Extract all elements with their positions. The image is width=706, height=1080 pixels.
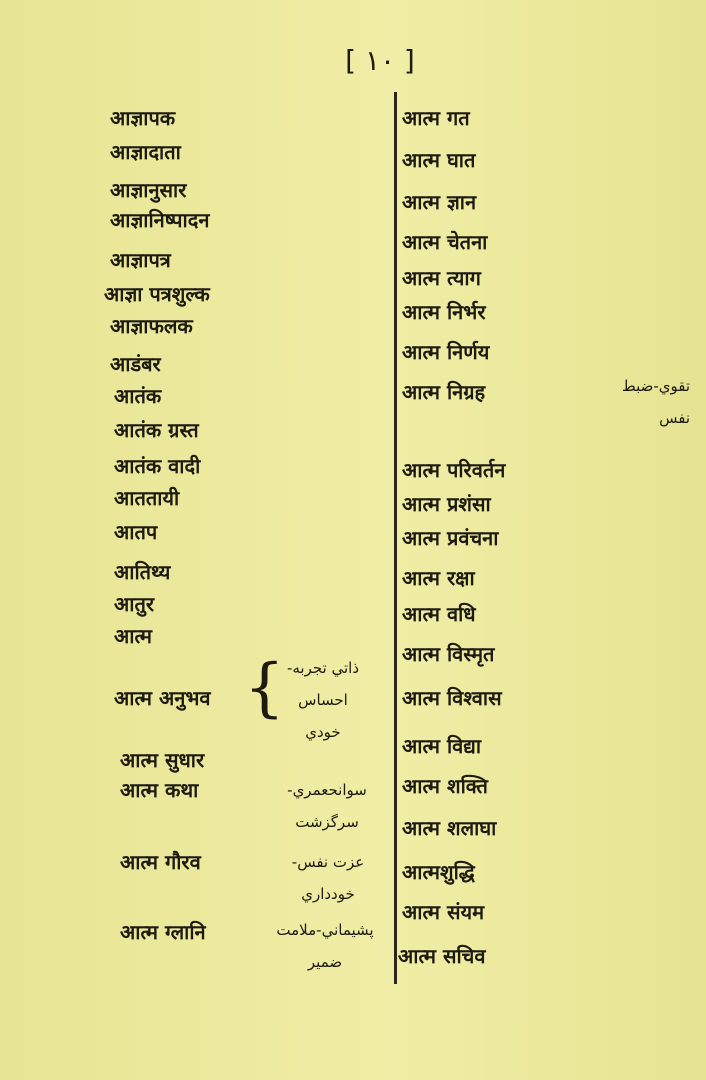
headword: आत्म	[114, 624, 153, 648]
headword: आज्ञानुसार	[110, 178, 187, 202]
headword: आत्म निर्णय	[402, 340, 490, 364]
urdu-meaning: تقوي-ضبط نفس	[621, 377, 690, 427]
headword: आत्म सचिव	[398, 944, 486, 968]
headword: आज्ञा पत्रशुल्क	[104, 282, 210, 306]
urdu-meaning: پشيماني-ملامت ضمير	[276, 921, 374, 971]
headword: आत्म निर्भर	[402, 300, 486, 324]
headword: आतंक	[114, 384, 162, 408]
headword: आत्म चेतना	[402, 230, 488, 254]
headword: आत्म संयम	[402, 900, 485, 924]
headword: आत्म अनुभव	[114, 686, 211, 710]
headword: आत्म विस्मृत	[402, 642, 495, 666]
urdu-meaning: سوانحعمري- سرگزشت	[287, 781, 367, 831]
headword: आत्म गत	[402, 106, 470, 130]
page-number: [ ۱۰ ]	[345, 44, 415, 77]
headword: आत्म ग्लानि	[120, 920, 206, 944]
headword: आत्म प्रवंचना	[402, 526, 499, 550]
headword: आत्म गौरव	[120, 850, 201, 874]
headword: आत्म निग्रह	[402, 380, 486, 404]
headword: आज्ञादाता	[110, 140, 181, 164]
headword: आत्मशुद्धि	[402, 860, 475, 884]
headword: आत्म रक्षा	[402, 566, 475, 590]
headword: आत्म विद्या	[402, 734, 482, 758]
headword: आत्म सुधार	[120, 748, 205, 772]
headword: आज्ञापक	[110, 106, 176, 130]
headword: आतिथ्य	[114, 560, 171, 584]
headword: आत्म घात	[402, 148, 476, 172]
headword: आत्म त्याग	[402, 266, 481, 290]
urdu-meaning: عزت نفس- خودداري	[291, 853, 365, 903]
urdu-meaning: ذاتي تجربه- احساس خودي	[286, 659, 360, 741]
column-divider	[394, 92, 397, 984]
headword: आततायी	[114, 486, 180, 510]
headword: आत्म कथा	[120, 778, 199, 802]
headword: आज्ञाफलक	[110, 314, 193, 338]
headword: आत्म विश्वास	[402, 686, 502, 710]
headword: आतंक ग्रस्त	[114, 418, 199, 442]
headword: आत्म प्रशंसा	[402, 492, 491, 516]
headword: आडंबर	[110, 352, 161, 376]
headword: आत्म शलाघा	[402, 816, 497, 840]
headword: आज्ञानिष्पादन	[110, 208, 210, 232]
brace-icon: {	[244, 651, 285, 725]
headword: आतुर	[114, 592, 155, 616]
headword: आतंक वादी	[114, 454, 201, 478]
headword: आत्म शक्ति	[402, 774, 488, 798]
headword: आतप	[114, 520, 158, 544]
headword: आत्म वधि	[402, 602, 476, 626]
headword: आत्म परिवर्तन	[402, 458, 506, 482]
headword: आत्म ज्ञान	[402, 190, 477, 214]
headword: आज्ञापत्र	[110, 248, 171, 272]
